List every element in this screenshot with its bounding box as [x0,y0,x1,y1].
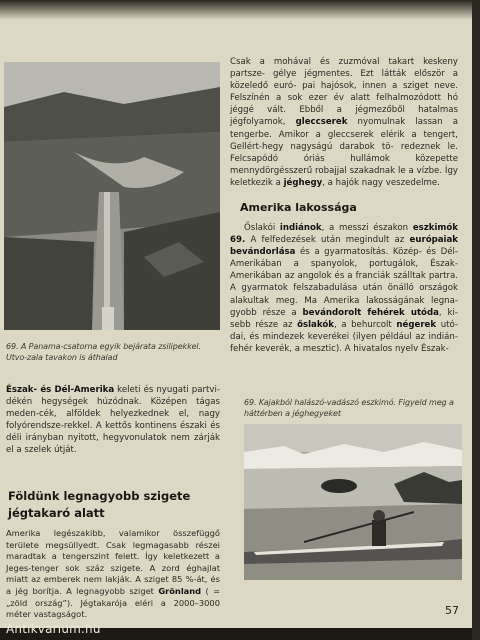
term-oslakok: őslakók [297,319,334,330]
pop-mid2: A felfedezések után megindult az [250,235,405,246]
intro-line-4: ezer év alatt felhalmozódott hó jéggé vált. Ebből a [230,93,458,116]
intro-line-1: Csak a mohával és zuzmóval takart keskeny partsze- [230,57,458,80]
greenland-heading-line-1: Földünk legnagyobb szigete [8,489,191,503]
intro-line-6: nyomulnak lassan a tengerbe. Amikor a gleccserek [230,117,458,140]
pop-mid3: és a gyarmatosítás. Közép- és Dél-Amerikában a spanyolok, portugálok, Észak-Amerikában az angolok és a franciák szálltak partra. A gyarmatok felszabadulása után önálló országok alakultak meg. Ma Amerika lakosságának legna-gyobb része a [230,247,458,318]
term-gleccserek: gleccserek [295,117,348,128]
intro-line-8: redeznek le. Felcsapódó óriás hullámok közepette [230,141,459,164]
term-eszkimok: eszkimók [412,223,459,233]
watermark: Antikvarium.hu [6,622,101,636]
figure-ref-69: 69. [230,235,246,246]
book-spine-edge [472,0,480,640]
intro-line-9: mennydörgésszerű robajjal szakadnak le a vízbe. Így [230,165,458,176]
term-feherek-utoda: bevándorolt fehérek utóda [302,307,439,318]
intro-line-10: keletkezik a [230,177,281,188]
term-gronland: Grönland [158,585,202,596]
term-jeghegy: jéghegy [283,177,323,188]
pop-mid5: , a behurcolt [333,319,392,330]
continent-paragraph [6,384,220,457]
intro-line-7: elérik a tengert, Gellért-hegy nagyságú darabok tö- [230,129,458,152]
page-number: 57 [445,604,459,617]
pop-mid4: , ki-sebb része az [230,307,458,330]
eskimo-caption: 69. Kajakból halászó-vadászó eszkimó. Figyeld meg a háttérben a jéghegyeket [244,398,454,418]
page-top-shadow [0,0,474,20]
pop-mid1: , a messzi északon [321,223,409,233]
greenland-heading [8,488,222,522]
term-eszak-del-amerika: Észak- és Dél-Amerika [6,385,115,395]
greenland-glacier-paragraph [230,56,458,189]
greenland-last-end: ( = „zöld ország”). Jégtakarója eléri a 2000–3000 méter vastagságot. [6,585,221,620]
term-negerek: négerek [396,319,437,330]
population-paragraph [230,222,458,355]
term-europai-bevandorlas: európaiak bevándorlása [230,235,459,258]
greenland-heading-line-2: jégtakaró alatt [8,506,105,520]
intro-line-3: pai hajósok, innen a sziget neve. Felszínén a sok [230,81,458,104]
eskimo-kayak-photo [244,424,462,580]
greenland-last-start: A legnagyobb sziget [66,585,154,596]
continent-text: keleti és nyugati partvi-dékén hegységek húzódnak. Középen tágas meden-cék, alföldek helyezkednek el, nagy folyórendsze-rekkel. A kettős kontinens északi és déli irányban nyitott, hegyvonulatok nem zárják el a szelek útját. [6,385,220,456]
intro-line-5: jégmezőből hatalmas jégfolyamok, [230,105,458,128]
panama-canal-photo [4,62,220,330]
panama-caption: 69. A Panama-csatorna egyik bejárata zsilipekkel. Utvo-zala tavakon is áthalad [6,342,201,362]
greenland-text: Amerika legészakibb, valamikor összefüggő területe megsüllyedt. Csak legmagasabb részei maradtak a tengerszint felett. Így keletkezett a Jeges-tenger sok száz szigete. A zord éghajlat miatt az emberek nem lakják. A sziget 85 %-át, és a jég borítja. [6,528,220,596]
pop-start: Őslakói [244,223,276,233]
intro-line-2: gélye jégmentes. Ezt látták először a közeledő euró- [230,69,459,92]
pop-mid6: utó-dai, és mindezek keverékei (ilyen például az indián-fehér keverék, a mesztic). A hivatalos nyelv Észak- [230,319,459,354]
term-indianok: indiánok [279,223,322,233]
jeghegy-tail: , a hajók nagy veszedelme. [322,177,440,188]
population-heading: Amerika lakossága [240,201,357,214]
greenland-paragraph [6,528,220,621]
